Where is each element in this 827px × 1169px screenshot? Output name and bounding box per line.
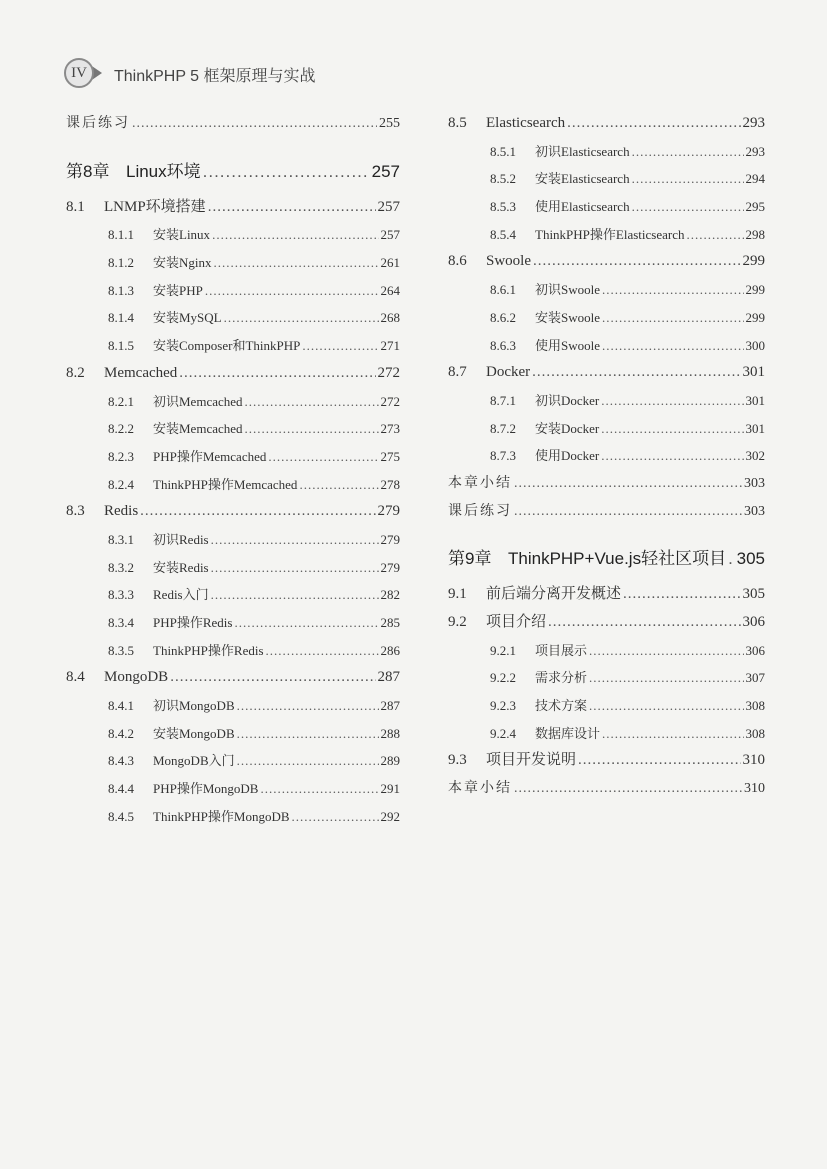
toc-title: 安装Linux [153,227,211,243]
toc-page-number: 301 [745,420,765,436]
toc-title: 数据库设计 [535,725,601,741]
toc-title: 项目展示 [535,642,588,658]
toc-number: 8.1.2 [108,255,134,271]
toc-number: 第9章 [448,549,492,569]
toc-page-number: 279 [377,503,400,520]
toc-page-number: 298 [745,226,765,242]
toc-title: Redis [104,503,139,520]
toc-page-number: 299 [745,282,765,298]
toc-title: 技术方案 [535,698,588,714]
toc-number: 8.5.3 [490,199,516,215]
toc-section[interactable] [66,360,400,388]
dot-leader [302,332,378,360]
dot-leader [602,720,743,748]
toc-title: ThinkPHP操作Memcached [153,476,298,492]
dot-leader [589,692,743,720]
toc-number: 8.5 [448,115,467,131]
toc-subsection[interactable] [66,415,400,443]
dot-leader [211,581,379,609]
dot-leader [623,581,740,609]
toc-subsection[interactable] [448,138,765,166]
toc-page-number: 275 [380,448,400,464]
toc-title: Memcached [104,364,178,381]
toc-page-number: 272 [377,364,400,381]
toc-title: LNMP环境搭建 [104,198,206,215]
toc-number: 8.3.5 [108,642,134,658]
dot-leader [548,609,740,637]
dot-leader [203,150,370,194]
toc-left-column [66,110,400,831]
toc-section[interactable] [448,581,765,609]
toc-number: 8.4 [66,669,85,686]
dot-leader [214,249,379,277]
toc-subsection[interactable] [448,442,765,470]
toc-title: Elasticsearch [486,115,566,131]
toc-subsection[interactable] [448,692,765,720]
toc-right-column [448,110,765,803]
toc-title: ThinkPHP+Vue.js轻社区项目 [508,549,727,569]
toc-subsection[interactable] [66,775,400,803]
toc-subsection[interactable] [448,664,765,692]
dot-leader [237,720,379,748]
toc-page-number: 303 [744,475,765,491]
toc-page-number: 288 [380,725,400,741]
toc-number: 8.6.3 [490,337,516,353]
toc-number: 8.3.4 [108,615,134,630]
dot-leader [589,637,743,665]
toc-title: 初识Elasticsearch [535,143,630,159]
toc-page-number: 264 [380,282,400,298]
page-number-badge: IV [64,58,94,88]
toc-page-number: 301 [745,392,765,408]
toc-section[interactable] [448,609,765,637]
dot-leader [140,498,375,526]
dot-leader [224,304,379,332]
toc-page-number: 310 [744,781,765,797]
toc-chapter[interactable] [66,150,400,194]
toc-number: 8.7.1 [490,392,516,408]
toc-title: 使用Swoole [535,337,601,353]
toc-title: 本章小结 [448,781,512,797]
toc-page-number: 302 [745,448,765,464]
toc-subsection[interactable] [66,747,400,775]
toc-page-number: 289 [380,753,400,769]
toc-number: 8.4.1 [108,698,134,714]
toc-subsection[interactable] [66,692,400,720]
toc-subsection[interactable] [66,304,400,332]
dot-leader [532,359,740,387]
toc-title: 安装MongoDB [153,725,235,741]
toc-number: 8.5.4 [490,226,516,242]
toc-subsection[interactable] [66,637,400,665]
toc-subsection[interactable] [448,193,765,221]
toc-subsection[interactable] [448,165,765,193]
book-title: ThinkPHP 5 框架原理与实战 [114,68,316,85]
dot-leader [514,498,742,526]
toc-number: 8.2.4 [108,476,134,492]
toc-subsection[interactable] [66,526,400,554]
toc-title: Docker [486,364,531,381]
toc-subsection[interactable] [66,471,400,499]
dot-leader [533,248,741,276]
toc-chapter[interactable] [448,537,765,581]
toc-title: 初识Swoole [535,282,601,298]
toc-title: Redis入门 [153,587,209,603]
dot-leader [686,221,743,249]
toc-section[interactable] [66,194,400,222]
toc-subsection[interactable] [66,609,400,637]
dot-leader [237,692,379,720]
toc-page-number: 295 [745,199,765,215]
toc-title: Linux环境 [126,161,201,181]
toc-number: 9.2.1 [490,642,516,658]
toc-subsection[interactable] [66,803,400,831]
dot-leader [578,747,740,775]
toc-number: 9.3 [448,752,467,769]
toc-title: MongoDB入门 [153,753,235,769]
toc-subsection[interactable] [66,277,400,305]
toc-page-number: 299 [742,253,765,270]
toc-number: 8.6 [448,253,467,270]
toc-entry[interactable] [448,498,765,526]
toc-number: 第8章 [66,161,110,181]
toc-subsection[interactable] [448,720,765,748]
toc-subsection[interactable] [66,581,400,609]
toc-number: 8.7 [448,364,467,381]
toc-section[interactable] [448,747,765,775]
toc-subsection[interactable] [66,443,400,471]
toc-page-number: 291 [380,781,400,797]
toc-title: 初识Redis [153,531,209,547]
toc-section[interactable] [448,359,765,387]
toc-subsection[interactable] [66,388,400,416]
page-header [64,58,364,92]
toc-page-number: 308 [745,725,765,741]
toc-number: 9.2.4 [490,725,516,741]
toc-entry[interactable] [448,775,765,803]
toc-number: 8.1.4 [108,310,134,326]
toc-page-number: 306 [742,614,765,630]
toc-title: 安装Memcached [153,421,243,437]
toc-page-number: 305 [742,586,765,603]
dot-leader [601,442,743,470]
toc-number: 8.3.3 [108,587,134,603]
toc-page-number: 301 [742,364,765,381]
toc-title: 项目开发说明 [486,752,577,769]
dot-leader [632,165,744,193]
toc-page-number: 257 [380,227,400,243]
dot-leader [601,387,743,415]
toc-number: 8.3.1 [108,531,134,547]
toc-number: 8.6.1 [490,282,516,298]
toc-title: 课后练习 [448,503,512,519]
section-gap [448,525,765,537]
toc-title: 需求分析 [535,670,588,686]
toc-title: 本章小结 [448,475,512,491]
dot-leader [602,276,743,304]
toc-subsection[interactable] [448,221,765,249]
section-gap [66,138,400,150]
dot-leader [208,194,376,222]
toc-subsection[interactable] [448,276,765,304]
toc-page-number: 305 [736,549,765,569]
toc-subsection[interactable] [66,249,400,277]
toc-title: 安装Swoole [535,309,601,325]
toc-number: 8.5.1 [490,143,516,159]
toc-page-number: 257 [377,198,400,215]
toc-number: 8.4.5 [108,808,134,824]
toc-number: 9.2.3 [490,698,516,714]
toc-title: MongoDB [104,669,169,686]
dot-leader [245,415,379,443]
toc-section[interactable] [448,248,765,276]
dot-leader [234,609,378,637]
toc-number: 8.4.2 [108,725,134,741]
toc-entry[interactable] [448,470,765,498]
toc-subsection[interactable] [448,304,765,332]
toc-title: 安装Composer和ThinkPHP [153,338,301,354]
toc-title: 安装Docker [535,420,600,436]
toc-subsection[interactable] [66,332,400,360]
toc-page-number: 273 [380,421,400,437]
toc-page-number: 293 [742,115,765,131]
toc-page-number: 271 [380,338,400,354]
dot-leader [260,775,378,803]
toc-title: 初识MongoDB [153,698,235,714]
dot-leader [245,388,379,416]
toc-page-number: 306 [745,642,765,658]
toc-number: 9.2 [448,614,467,630]
toc-page-number: 282 [380,587,400,603]
toc-page-number: 255 [379,116,400,131]
toc-page-number: 310 [742,752,765,769]
toc-title: PHP操作MongoDB [153,781,259,797]
toc-page-number: 287 [380,698,400,714]
toc-page-number: 286 [380,642,400,658]
dot-leader [212,221,378,249]
dot-leader [728,537,735,581]
toc-number: 8.3.2 [108,559,134,575]
toc-title: 安装Redis [153,559,209,575]
dot-leader [514,775,742,803]
toc-entry[interactable] [66,110,400,138]
toc-number: 8.2 [66,364,85,381]
toc-page-number: 293 [745,143,765,159]
toc-title: 安装MySQL [153,310,222,326]
dot-leader [292,803,379,831]
toc-page-number: 307 [745,670,765,686]
toc-number: 8.7.2 [490,420,516,436]
dot-leader [632,138,744,166]
toc-number: 8.4.3 [108,753,134,769]
dot-leader [170,664,375,692]
toc-number: 8.1.3 [108,282,134,298]
toc-number: 9.2.2 [490,670,516,686]
toc-title: ThinkPHP操作Elasticsearch [535,226,685,242]
toc-number: 8.5.2 [490,171,516,187]
toc-page-number: 257 [371,161,400,181]
toc-page-number: 303 [744,503,765,519]
toc-title: 初识Memcached [153,393,243,409]
dot-leader [589,664,743,692]
dot-leader [211,526,379,554]
dot-leader [268,443,378,471]
toc-page-number: 299 [745,309,765,325]
toc-subsection[interactable] [66,221,400,249]
toc-number: 8.2.1 [108,393,134,409]
toc-title: ThinkPHP操作MongoDB [153,808,290,824]
toc-title: 前后端分离开发概述 [486,586,622,603]
toc-page-number: 261 [380,255,400,271]
toc-title: 安装PHP [153,282,203,298]
toc-page-number: 300 [745,337,765,353]
toc-page-number: 272 [380,393,400,409]
toc-subsection[interactable] [66,720,400,748]
toc-subsection[interactable] [448,387,765,415]
dot-leader [266,637,379,665]
dot-leader [205,277,379,305]
toc-page-number: 278 [380,476,400,492]
toc-section[interactable] [448,110,765,138]
toc-section[interactable] [66,664,400,692]
dot-leader [602,332,743,360]
dot-leader [211,554,379,582]
toc-page-number: 308 [745,698,765,714]
toc-page-number: 279 [380,559,400,575]
toc-number: 8.3 [66,503,85,520]
toc-title: PHP操作Memcached [153,448,267,464]
toc-subsection[interactable] [66,554,400,582]
toc-title: 课后练习 [66,116,130,131]
dot-leader [299,471,378,499]
dot-leader [567,110,740,138]
toc-page-number: 287 [377,669,400,686]
toc-title: 使用Elasticsearch [535,199,630,215]
toc-page-number: 285 [380,615,400,630]
dot-leader [602,304,743,332]
toc-page-number: 279 [380,531,400,547]
toc-page-number: 268 [380,310,400,326]
toc-number: 8.6.2 [490,309,516,325]
toc-number: 8.7.3 [490,448,516,464]
dot-leader [237,747,379,775]
toc-title: Swoole [486,253,531,270]
toc-title: ThinkPHP操作Redis [153,642,264,658]
toc-section[interactable] [66,498,400,526]
toc-subsection[interactable] [448,637,765,665]
toc-page-number: 294 [745,171,765,187]
toc-number: 9.1 [448,586,467,603]
dot-leader [632,193,744,221]
toc-title: 使用Docker [535,448,600,464]
dot-leader [514,470,742,498]
toc-subsection[interactable] [448,332,765,360]
toc-title: 安装Nginx [153,255,212,271]
toc-number: 8.2.2 [108,421,134,437]
toc-number: 8.1 [66,198,85,215]
toc-number: 8.1.1 [108,227,134,243]
toc-title: PHP操作Redis [153,615,233,630]
toc-number: 8.1.5 [108,338,134,354]
toc-title: 初识Docker [535,392,600,408]
toc-page-number: 292 [380,808,400,824]
toc-title: 安装Elasticsearch [535,171,630,187]
dot-leader [601,415,743,443]
toc-number: 8.2.3 [108,448,134,464]
toc-subsection[interactable] [448,415,765,443]
dot-leader [132,110,377,138]
dot-leader [179,360,375,388]
toc-title: 项目介绍 [486,614,547,630]
toc-number: 8.4.4 [108,781,134,797]
